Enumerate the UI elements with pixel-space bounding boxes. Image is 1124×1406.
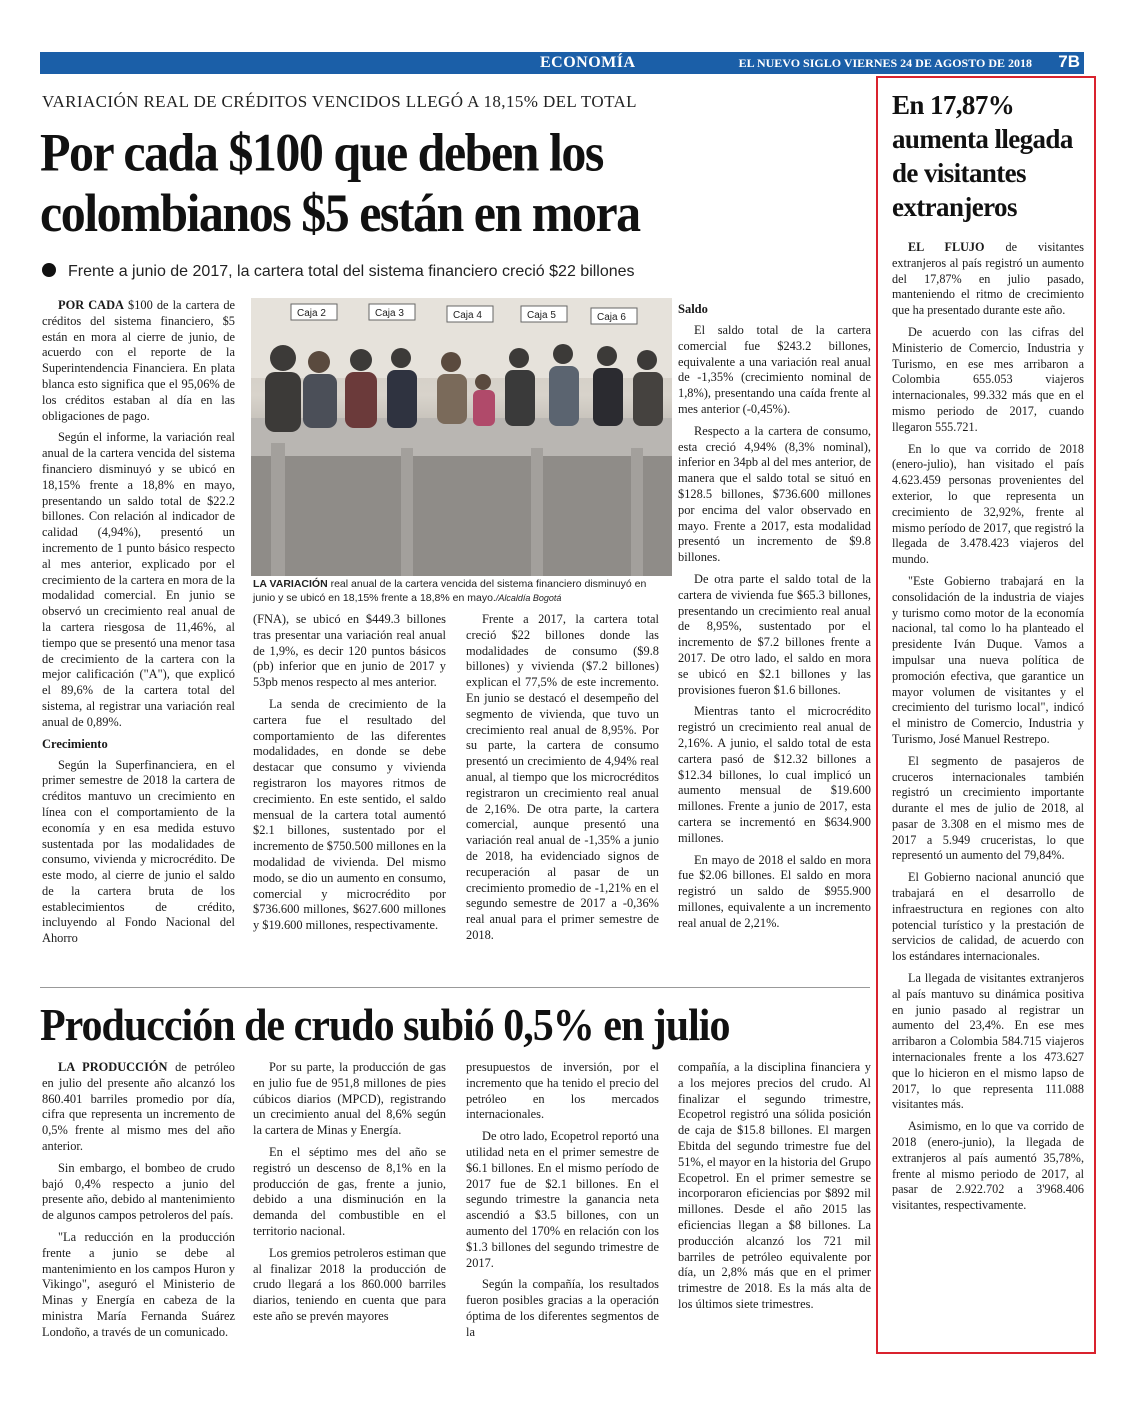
photo-sign xyxy=(521,306,567,322)
lead-paragraph xyxy=(42,1060,235,1155)
article-headline: Por cada $100 que deben los colombianos $5 están en mora xyxy=(40,122,640,243)
paragraph: De acuerdo con las cifras del Ministerio de Comercio, Industria y Turismo, en ese mes arribaron a Colombia 655.053 viajeros internacionales, 99.332 más que en el mismo periodo de 2017, cuando llegaron 555.721. xyxy=(892,324,1084,434)
bullet-icon xyxy=(42,263,56,277)
caption-text: real anual de la cartera vencida del sistema financiero disminuyó en junio y se ubicó en 18,15% frente a 18,8% en mayo. xyxy=(253,578,647,604)
article1-column-2 xyxy=(253,612,446,940)
photo-floor xyxy=(251,456,672,576)
article2-headline: Producción de crudo subió 0,5% en julio xyxy=(40,1001,730,1051)
sign-label: Caja 4 xyxy=(453,310,482,321)
article1-column-1 xyxy=(42,298,235,953)
paragraph: "Este Gobierno trabajará en la consolidación de la industria de viajes y turismo como motor de la economía nacional, tal como lo ha planteado el presidente Iván Duque. Vamos a impulsar una nueva política de promoción efectiva, que garantice un mayor volumen de visitantes y el crecimiento del turismo local", indicó el ministro de Comercio, Industria y Turismo, José Manuel Restrepo. xyxy=(892,573,1084,746)
paragraph: compañía, a la disciplina financiera y a los mejores precios del crudo. Al finalizar el segundo trimestre, Ecopetrol registró una sólida posición de caja de $15.8 billones. El margen Ebitda del segundo trimestre fue del 51%, el mayor en la historia del Grupo Ecopetrol. En el primer semestre se incorporaron eficiencias por $892 mil millones. Desde el año 2015 las eficiencias llegan a $8 billones. La producción alcanzó los 721 mil barriles de petróleo equivalente por día, un 2,8% más que en el primer trimestre de 2018. Es la más alta de los últimos siete trimestres. xyxy=(678,1060,871,1311)
page-number: 7B xyxy=(1058,52,1080,71)
paragraph: De otra parte el saldo total de la cartera de vivienda fue $65.3 billones, presentando un crecimiento real anual de 8,95%, sustentado por el incremento de $7.2 billones frente a 2017. De otro lado, el saldo en mora se ubicó en $2.1 billones y las provisiones fueron $1.6 billones. xyxy=(678,571,871,697)
photo-post xyxy=(631,448,643,576)
lead-text: de visitantes extranjeros al país registró un aumento del 17,87% en julio pasado, manteniendo el ritmo de crecimiento que ha presentado durante este año. xyxy=(892,240,1084,318)
paragraph: En el séptimo mes del año se registró un descenso de 8,1% en la producción de gas, frente a junio, debido a una disminución en la demanda del combustible en el territorio nacional. xyxy=(253,1144,446,1238)
lead-text: de petróleo en julio del presente año alcanzó los 860.401 barriles promedio por día, cifra que representa un incremento de 0,5% frente al mismo mes del año anterior. xyxy=(42,1060,235,1153)
photo-post xyxy=(401,448,413,576)
sidebar-headline: En 17,87% aumenta llegada de visitantes extranjeros xyxy=(892,90,1073,222)
lead-paragraph xyxy=(42,298,235,424)
article2-column-2 xyxy=(253,1060,446,1331)
paragraph: Por su parte, la producción de gas en julio fue de 951,8 millones de pies cúbicos diarios (MPCD), registrando un crecimiento anual del 8,6% según la cartera de Minas y Energía. xyxy=(253,1060,446,1138)
lead-cap: POR CADA xyxy=(58,298,124,312)
paragraph: La senda de crecimiento de la cartera fue el resultado del comportamiento de las diferentes modalidades, en donde se debe destacar que consumo y vivienda registraron los mayores ritmos de crecimiento. En este sentido, el saldo mensual de la cartera total aumentó $2.1 billones, sustentado por el incremento de $750.500 millones en la modalidad de vivienda. Del mismo modo, se dio un aumento en consumo, comercial y microcrédito por $736.600 millones, $627.600 millones y $19.600 millones, respectivamente. xyxy=(253,696,446,933)
paragraph: Según la compañía, los resultados fueron posibles gracias a la operación óptima de los diferentes segmentos de la xyxy=(466,1277,659,1339)
photo-sign xyxy=(591,308,637,324)
section-subtitle: Saldo xyxy=(678,302,708,316)
section-name: ECONOMÍA xyxy=(540,54,636,71)
section-subtitle: Crecimiento xyxy=(42,736,108,751)
paragraph: Sin embargo, el bombeo de crudo bajó 0,4% respecto a junio del presente año, debido al mantenimiento de algunos campos petroleros del país. xyxy=(42,1160,235,1223)
article-subhead xyxy=(42,263,862,281)
paragraph: La llegada de visitantes extranjeros al país mantuvo su dinámica positiva en junio pasado al registrar un aumento del 23,4%. En ese mes arribaron a Colombia 584.715 viajeros internacionales frente a los 473.627 que lo hicieron en el mismo lapso de 2017, lo que representa 111.088 visitantes más. xyxy=(892,971,1084,1112)
article2-column-3 xyxy=(466,1060,659,1347)
sidebar-body xyxy=(892,240,1084,1220)
paragraph: Según el informe, la variación real anual de la cartera vencida del sistema financiero disminuyó y se ubicó en 18,15% frente a 18,8% en mayo, presentando un saldo total de $22.2 billones. Con relación al indicador de calidad (4,94%), presentó un incremento de 1 punto básico respecto al mes anterior, explicado por el crecimiento de la cartera en mora de la modalidad comercial. En junio se observó un crecimiento real anual de la cartera riesgosa de 11,46%, al tiempo que se presentó una menor tasa de crecimiento de la cartera con la mejor calificación ("A"), que explicó el 89,6% de la cartera total del sistema, al registrar una variación real anual de 0,89%. xyxy=(42,430,235,729)
lead-cap: LA PRODUCCIÓN xyxy=(58,1060,168,1074)
publication-date: EL NUEVO SIGLO VIERNES 24 DE AGOSTO DE 2018 xyxy=(738,56,1032,70)
photo-sign xyxy=(369,304,415,320)
paragraph: presupuestos de inversión, por el incremento que ha tenido el precio del petróleo en los mercados internacionales. xyxy=(466,1060,659,1122)
paragraph: El segmento de pasajeros de cruceros internacionales también registró un crecimiento importante durante el mes de julio de 2018, al pasar de 3.308 en el mismo mes de 2017 a 5.949 cruceristas, lo que representó un aumento del 79,84%. xyxy=(892,753,1084,863)
lead-text: $100 de la cartera de créditos del sistema financiero, $5 están en mora al cierre de junio, de acuerdo con el reporte de la Superintendencia Financiera. En plata blanca esto significa que el 95,06% de los créditos estaban al día en las obligaciones de pago. xyxy=(42,298,236,423)
lead-cap: EL FLUJO xyxy=(908,240,985,254)
section-header-bar xyxy=(40,52,1084,74)
article1-column-3 xyxy=(466,612,659,950)
paragraph: En lo que va corrido de 2018 (enero-julio), han visitado el país 4.623.459 personas provenientes del exterior, lo que representa un crecimiento de 32,92%, frente al mismo período de 2017, que registró la llegada de 3.478.423 viajeros del mundo. xyxy=(892,441,1084,567)
article2-column-1 xyxy=(42,1060,235,1347)
photo-sign xyxy=(447,306,493,322)
subhead-text: Frente a junio de 2017, la cartera total del sistema financiero creció $22 billones xyxy=(68,263,635,280)
caption-lead: LA VARIACIÓN xyxy=(253,578,328,590)
article2-column-4 xyxy=(678,1060,871,1319)
paragraph: El Gobierno nacional anunció que trabajará en el desarrollo de infraestructura en regiones con alto potencial turístico y la prestación de servicios de calidad, de acuerdo con los estándares internacionales. xyxy=(892,870,1084,964)
paragraph: Frente a 2017, la cartera total creció $22 billones donde las modalidades de consumo ($9.8 billones) y vivienda ($7.2 billones) explican el 77,5% de este incremento. En junio se destacó el desempeño del segmento de vivienda, que tuvo un crecimiento real anual de 8,95%. Por su parte, la cartera de consumo presentó un crecimiento de 4,94% real anual, al tiempo que los microcréditos registraron un crecimiento real anual de 2,16%. De otra parte, la cartera comercial, aunque presentó una variación real anual de -1,35% a junio de 2018, ha evidenciado signos de recuperación al pasar de un crecimiento promedio de -1,21% en el segundo semestre de 2017 a -0,36% real anual para el primer semestre de 2018. xyxy=(466,612,659,942)
paragraph: Mientras tanto el microcrédito registró un crecimiento real anual de 2,16%. A junio, el saldo total de esta cartera pasó de $12.32 billones a $12.34 billones, lo cual implicó un aumento mensual de $19.600 millones. Frente a junio de 2017, esta cartera se incrementó en $634.900 millones. xyxy=(678,704,871,845)
photo-post xyxy=(271,443,285,576)
paragraph: Los gremios petroleros estiman que al finalizar 2018 la producción de crudo llegará a los 860.000 barriles diarios, teniendo en cuenta que para este año se prevén mayores xyxy=(253,1245,446,1323)
paragraph: De otro lado, Ecopetrol reportó una utilidad neta en el primer semestre de $6.1 billones. En el mismo período de 2017 fue de $2.1 billones. En el segundo trimestre la ganancia neta ascendió a $3.5 billones, con un aumento del 170% en relación con los $1.3 billones del segundo trimestre de 2017. xyxy=(466,1129,659,1270)
paragraph: (FNA), se ubicó en $449.3 billones tras presentar una variación real anual de 1,9%, es decir 120 puntos básicos (pb) inferior que en junio de 2017 y 53pb menos respecto al mes anterior. xyxy=(253,612,446,690)
paragraph: Según la Superfinanciera, en el primer semestre de 2018 la cartera de créditos mantuvo un crecimiento en línea con el comportamiento de la economía y en esa medida estuvo sustentada por las modalidades de consumo, vivienda y microcrédito. De este modo, al cierre de junio el saldo de la cartera bruta de los establecimientos de crédito, incluyendo al Fondo Nacional del Ahorro xyxy=(42,757,235,946)
paragraph: Respecto a la cartera de consumo, esta creció 4,94% (8,3% nominal), inferior en 34pb al del mes anterior, de manera que el saldo total se situó en $128.5 billones, $736.600 millones por encima del valor observado en mayo. Frente a 2017, esta modalidad presentó un incremento de $9.8 billones. xyxy=(678,423,871,565)
paragraph: "La reducción en la producción frente a junio se debe al mantenimiento en los campos Huron y Vikingo", aseguró el Ministerio de Minas y Energía en cabeza de la ministra María Fernanda Suárez Londoño, a través de un comunicado. xyxy=(42,1229,235,1339)
lead-paragraph xyxy=(892,240,1084,319)
article1-column-4 xyxy=(678,298,871,937)
photo-post xyxy=(531,448,543,576)
photo-credit: /Alcaldía Bogotá xyxy=(495,593,562,603)
paragraph: En mayo de 2018 el saldo en mora fue $2.06 billones. El saldo en mora registró un saldo de $955.900 millones, equivalente a un incremento real anual de 2,21%. xyxy=(678,852,871,930)
photo-caption xyxy=(253,577,671,605)
photo-illustration xyxy=(251,298,672,576)
sign-label: Caja 6 xyxy=(597,312,626,323)
photo-sign xyxy=(291,304,337,320)
paragraph: Asimismo, en lo que va corrido de 2018 (enero-junio), la llegada de extranjeros al país aumentó 35,78%, frente al mismo periodo de 2017, al pasar de 2.922.702 a 3'968.406 visitantes, respectivamente. xyxy=(892,1119,1084,1213)
paragraph: El saldo total de la cartera comercial fue $243.2 billones, equivalente a una variación real anual de -1,35% (crecimiento nominal de 1,8%), presentando una caída frente al mes anterior (-0,45%). xyxy=(678,323,871,416)
sign-label: Caja 2 xyxy=(297,308,326,319)
sign-label: Caja 5 xyxy=(527,310,556,321)
news-photo xyxy=(251,298,672,576)
sign-label: Caja 3 xyxy=(375,308,404,319)
article-kicker: VARIACIÓN REAL DE CRÉDITOS VENCIDOS LLEGÓ A 18,15% DEL TOTAL xyxy=(42,92,637,111)
article-divider xyxy=(40,987,870,988)
